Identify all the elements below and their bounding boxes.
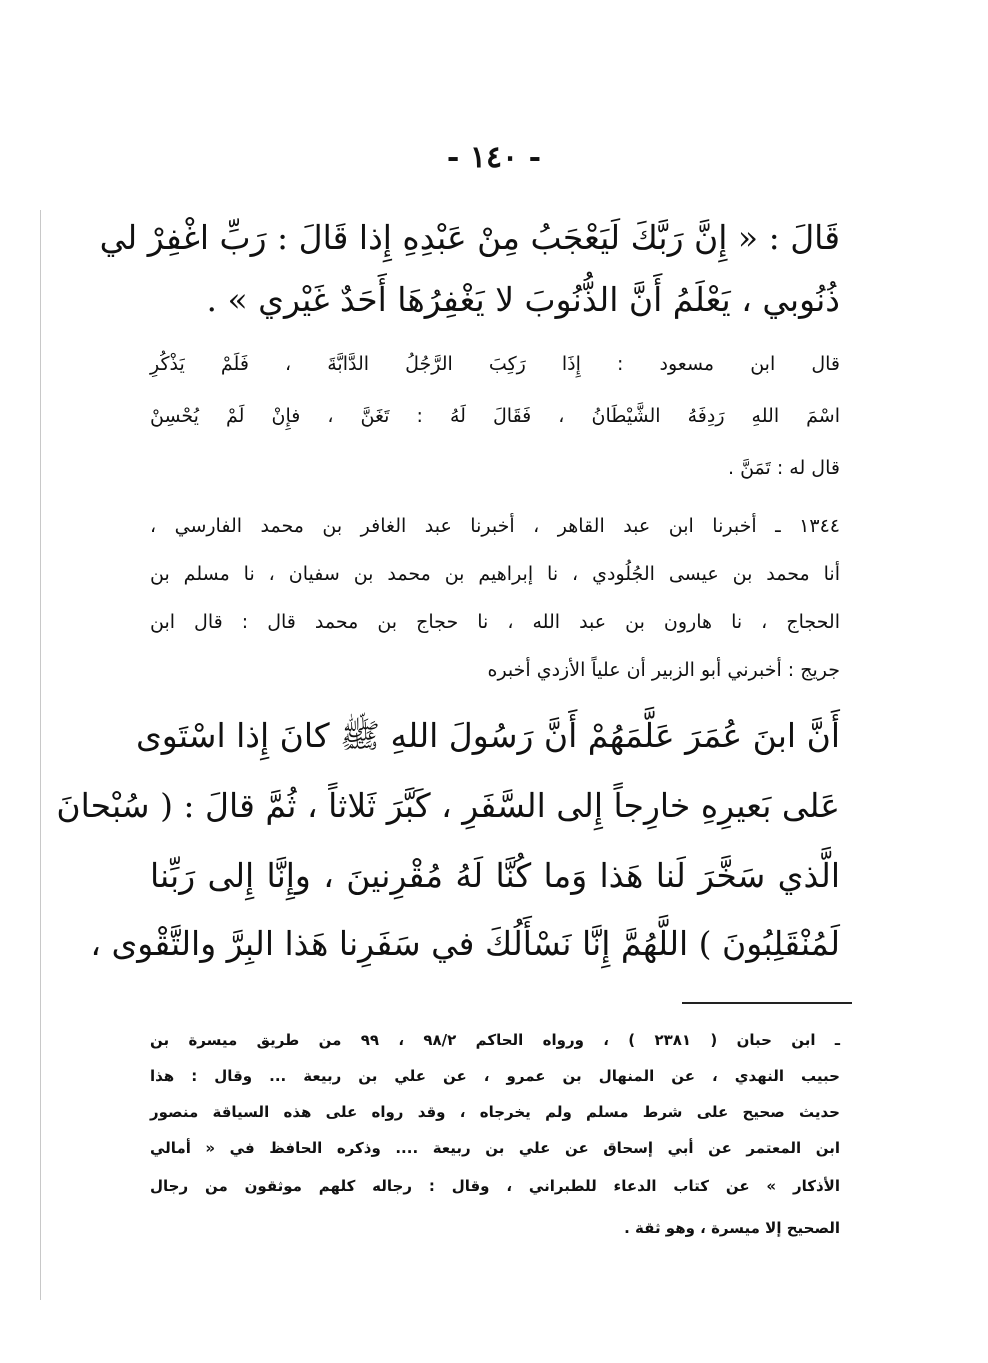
footnote-line: ـ ابن حبان ( ٢٣٨١ ) ، ورواه الحاكم ٩٨/٢ ، ٩٩ من طريق ميسرة بن — [150, 1031, 840, 1049]
matn-line: لَمُنْقَلِبُونَ ) اللَّهُمَّ إِنَّا نَسْأَلُكَ في سَفَرِنا هَذا البِرَّ والتَّقْوى ، — [90, 924, 840, 963]
hadith-line: ذُنُوبي ، يَعْلَمُ أَنَّ الذُّنُوبَ لا يَغْفِرُهَا أَحَدٌ غَيْري » . — [206, 280, 840, 319]
footnote-line: حبيب النهدي ، عن المنهال بن عمرو ، عن علي بن ربيعة ... وقال : هذا — [150, 1067, 840, 1085]
footnote-separator — [682, 1002, 852, 1004]
footnote-line: حديث صحيح على شرط مسلم ولم يخرجاه ، وقد رواه على هذه السياقة منصور — [150, 1103, 840, 1121]
footnote-line: الأذكار » عن كتاب الدعاء للطبراني ، وقال : رجاله كلهم موثقون من رجال — [150, 1177, 840, 1195]
ibn-masud-line: اسْمَ اللهِ رَدِفَهُ الشَّيْطَانُ ، فَقَالَ لَهُ : تَغَنَّ ، فإِنْ لَمْ يُحْسِنْ — [150, 405, 840, 427]
matn-line: الَّذي سَخَّرَ لَنا هَذا وَما كُنَّا لَهُ مُقْرِنينَ ، وإِنَّا إِلى رَبِّنا — [150, 856, 840, 895]
isnad-line: أنا محمد بن عيسى الجُلُودي ، نا إبراهيم بن محمد بن سفيان ، نا مسلم بن — [150, 563, 840, 585]
hadith-line: قَالَ : « إِنَّ رَبَّكَ لَيَعْجَبُ مِنْ عَبْدِهِ إِذا قَالَ : رَبِّ اغْفِرْ لي — [99, 218, 840, 257]
page-number: - ١٤٠ - — [446, 140, 542, 175]
ibn-masud-line: قال ابن مسعود : إِذَا رَكِبَ الرَّجُلُ الدَّابَّةَ ، فَلَمْ يَذْكُرِ — [150, 353, 840, 375]
isnad-line: جريج : أخبرني أبو الزبير أن علياً الأزدي أخبره — [487, 659, 840, 681]
ibn-masud-line: قال له : تَمَنَّ . — [728, 457, 840, 479]
isnad-line: ١٣٤٤ ـ أخبرنا ابن عبد القاهر ، أخبرنا عبد الغافر بن محمد الفارسي ، — [150, 515, 840, 537]
isnad-line: الحجاج ، نا هارون بن عبد الله ، نا حجاج بن محمد قال : قال ابن — [150, 611, 840, 633]
scan-edge-line — [40, 210, 41, 1300]
matn-line: أَنَّ ابنَ عُمَرَ عَلَّمَهُمْ أَنَّ رَسُولَ اللهِ ﷺ كانَ إِذا اسْتَوى — [135, 716, 840, 755]
footnote-line: الصحيح إلا ميسرة ، وهو ثقة . — [624, 1219, 840, 1237]
footnote-line: ابن المعتمر عن أبي إسحاق عن علي بن ربيعة .... وذكره الحافظ في « أمالي — [150, 1139, 840, 1157]
matn-line: عَلى بَعيرِهِ خارِجاً إِلى السَّفَرِ ، كَبَّرَ ثَلاثاً ، ثُمَّ قالَ : ( سُبْحانَ — [56, 786, 840, 825]
